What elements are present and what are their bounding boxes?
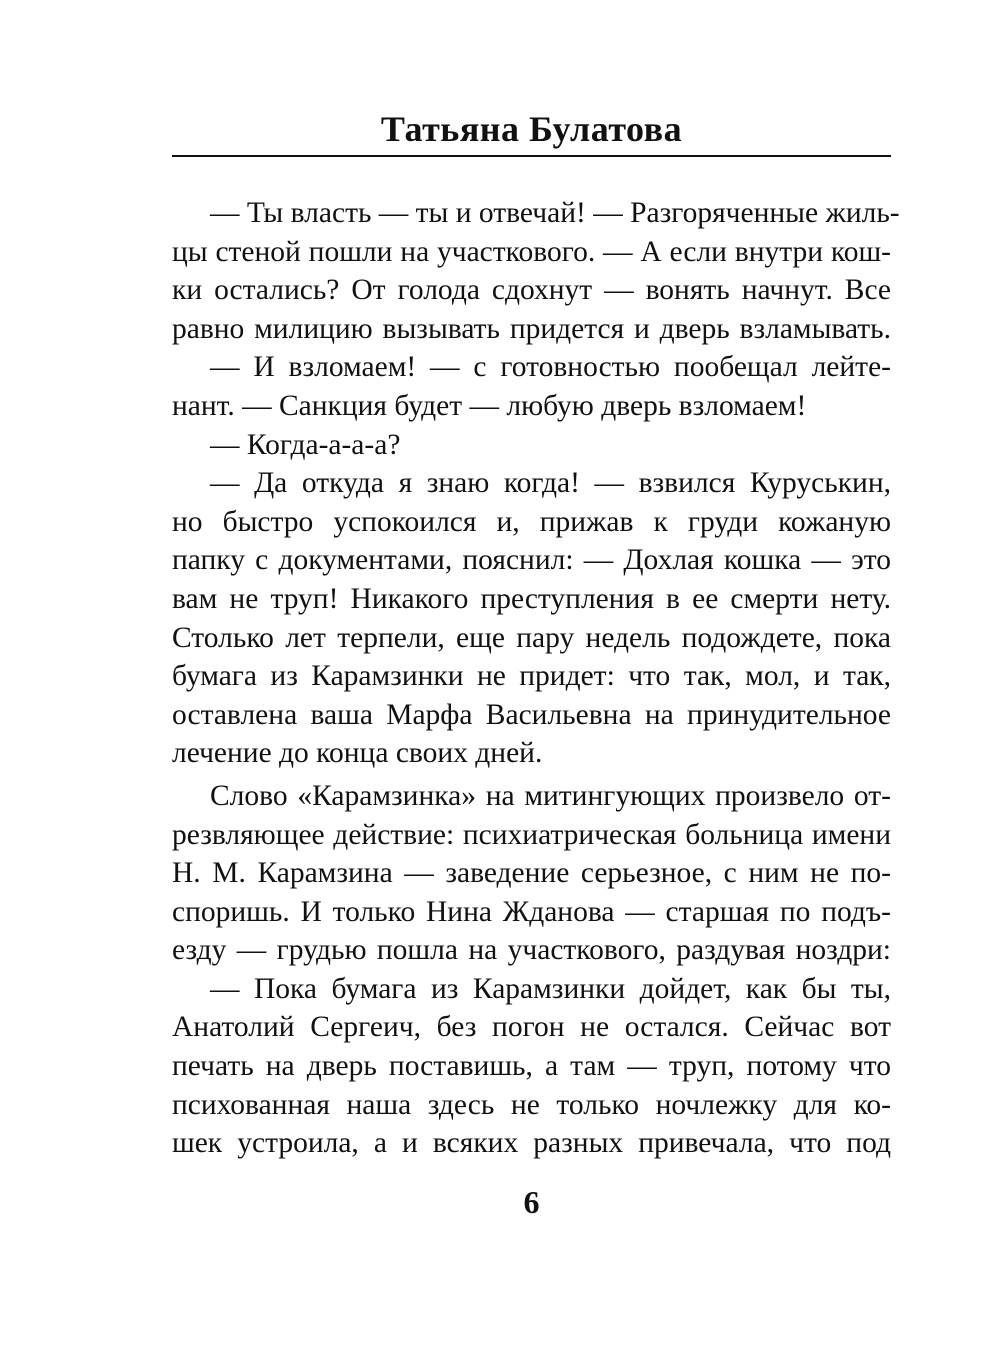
running-head-author: Татьяна Булатова (380, 109, 683, 149)
text-line: Слово «Карамзинка» на митингующих произвело от- (210, 779, 891, 812)
text-line: — Ты власть — ты и отвечай! — Разгоряченные жиль- (210, 197, 900, 229)
header-rule (172, 155, 891, 157)
text-line: — И взломаем! — с готовностью пообещал лейте- (210, 351, 891, 384)
body-text (172, 194, 900, 1163)
text-line: лечение до конца своих дней. (172, 737, 543, 770)
text-line: бумага из Карамзинки не придет: что так, мол, и так, (172, 660, 891, 693)
text-line: — Когда-а-а-а? (210, 428, 401, 461)
text-line: папку с документами, пояснил: — Дохлая кошка — это (172, 544, 891, 577)
text-line: Столько лет терпели, еще пару недель подождете, пока (172, 621, 891, 654)
text-line: шек устроила, а и всяких разных привечала, что под (172, 1127, 891, 1160)
text-line: Н. М. Карамзина — заведение серьезное, с ним не по- (172, 857, 891, 890)
text-line: — Да откуда я знаю когда! — взвился Куруськин, (210, 467, 891, 500)
text-line: психованная наша здесь не только ночлежку для ко- (172, 1088, 891, 1121)
text-line: ки остались? От голода сдохнут — вонять начнут. Все (172, 274, 891, 307)
text-line: вам не труп! Никакого преступления в ее смерти нету. (172, 582, 891, 615)
text-line: нант. — Санкция будет — любую дверь взломаем! (172, 389, 807, 422)
text-line: но быстро успокоился и, прижав к груди кожаную (172, 505, 891, 538)
text-line: споришь. И только Нина Жданова — старшая по подъ- (172, 895, 891, 928)
text-line: равно милицию вызывать придется и дверь взламывать. (172, 312, 891, 345)
text-line: Анатолий Сергеич, без погон не остался. Сейчас вот (172, 1011, 891, 1044)
text-line: цы стеной пошли на участкового. — А если внутри кош- (172, 235, 891, 268)
text-line: оставлена ваша Марфа Васильевна на принудительное (172, 698, 891, 731)
text-line: печать на дверь поставишь, а там — труп, потому что (172, 1050, 891, 1083)
text-line: резвляющее действие: психиатрическая больница имени (172, 818, 891, 851)
page-number: 6 (523, 1184, 540, 1220)
text-line: — Пока бумага из Карамзинки дойдет, как бы ты, (210, 972, 891, 1005)
text-line: езду — грудью пошла на участкового, раздувая ноздри: (172, 934, 891, 967)
